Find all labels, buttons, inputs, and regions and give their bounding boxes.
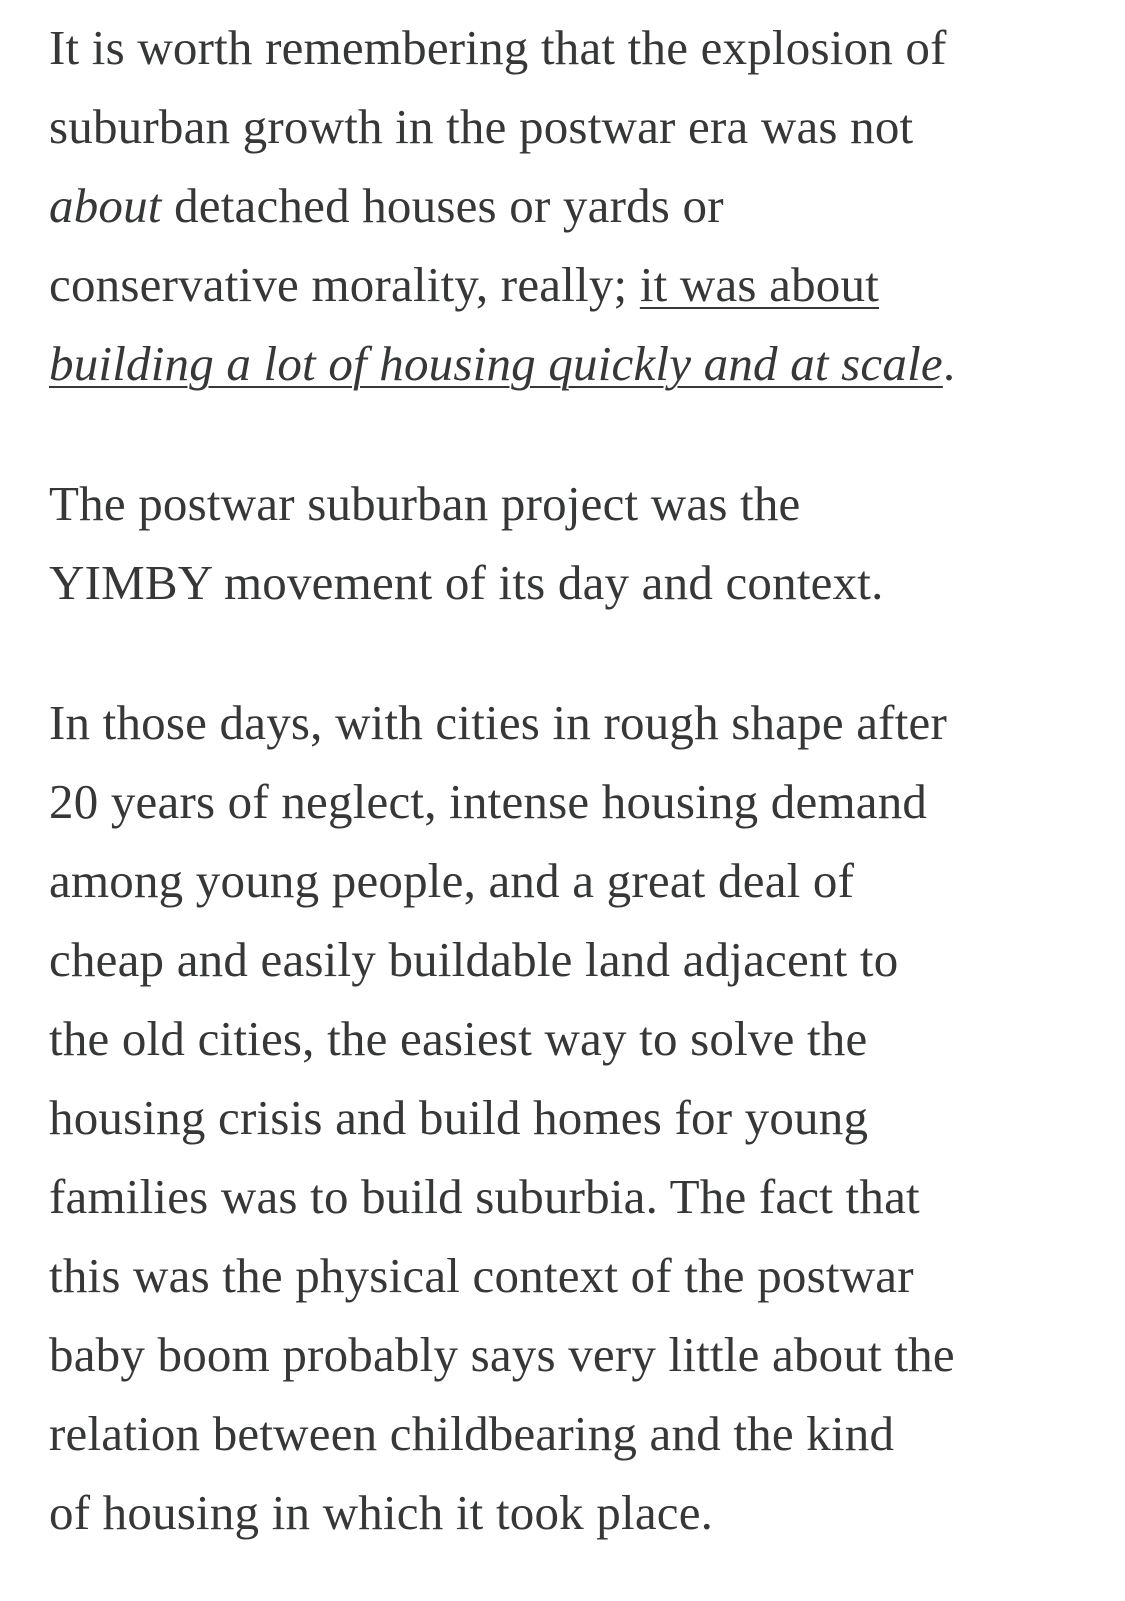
text-line [49,324,1095,403]
emphasis-about: about [49,178,162,233]
text-line: relation between childbearing and the kind [49,1406,895,1461]
text-fragment: conservative morality, really; [49,257,640,312]
text-line: baby boom probably says very little about the [49,1327,955,1382]
text-line: of housing in which it took place. [49,1485,714,1540]
period: . [942,336,956,391]
paragraph-suburban-growth [49,8,1095,403]
housing-at-scale-link-end[interactable] [49,336,943,391]
text-line: YIMBY movement of its day and context. [49,555,884,610]
text-line: among young people, and a great deal of [49,853,855,908]
text-line: the old cities, the easiest way to solve the [49,1011,868,1066]
text-line: suburban growth in the postwar era was not [49,99,914,154]
housing-at-scale-link-start[interactable]: it was about [639,257,880,312]
text-line [49,245,1095,324]
paragraph-postwar-context [49,683,1095,1552]
text-line: In those days, with cities in rough shape after [49,695,947,750]
paragraph-yimby [49,464,1095,622]
text-line: this was the physical context of the postwar [49,1248,914,1303]
text-line: housing crisis and build homes for young [49,1090,869,1145]
emphasis-link-text: building a lot of housing quickly and at scale [49,336,943,391]
text-line: families was to build suburbia. The fact that [49,1169,920,1224]
text-line: 20 years of neglect, intense housing demand [49,774,928,829]
text-line: The postwar suburban project was the [49,476,801,531]
text-line: cheap and easily buildable land adjacent to [49,932,899,987]
text-fragment: detached houses or yards or [161,178,724,233]
text-line: It is worth remembering that the explosion of [49,20,947,75]
text-line [49,166,1095,245]
